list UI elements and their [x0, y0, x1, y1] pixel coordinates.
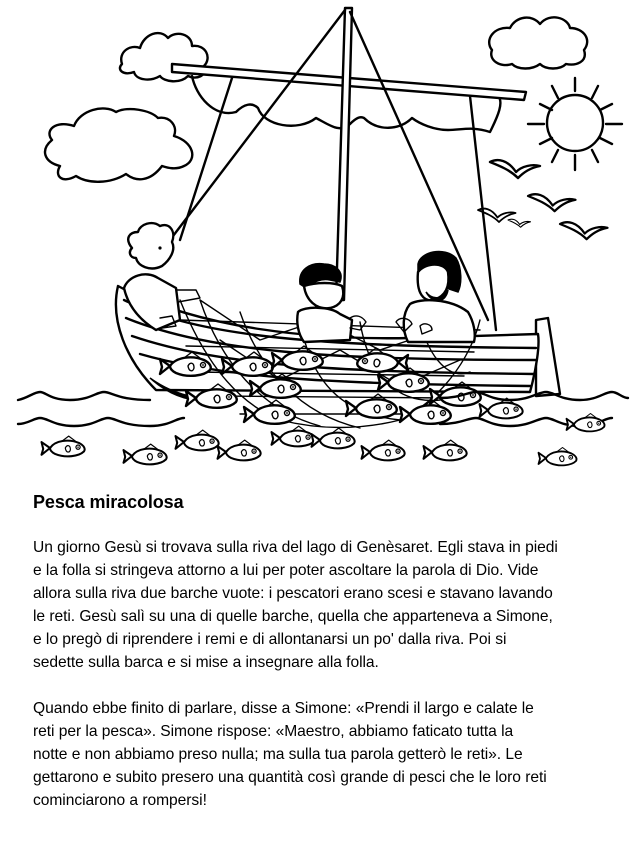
text-line: cominciarono a rompersi!	[33, 792, 207, 809]
story-paragraph-1	[33, 536, 633, 674]
text-line: sedette sulla barca e si mise a insegnare alla folla.	[33, 654, 379, 671]
sun-icon	[528, 78, 622, 170]
seagull-icon	[560, 222, 608, 239]
fish-icon	[312, 428, 355, 448]
fish-icon	[42, 436, 85, 456]
story-paragraph-2	[33, 697, 633, 812]
fish-icon	[218, 440, 261, 460]
text-line: Un giorno Gesù si trovava sulla riva del lago di Genèsaret. Egli stava in piedi	[33, 539, 558, 556]
text-line: e lo pregò di riprendere i remi e di allontanarsi un po' dalla riva. Poi si	[33, 631, 507, 648]
fish-icon	[480, 398, 523, 418]
fish-icon	[176, 430, 219, 450]
story-title: Pesca miracolosa	[33, 492, 184, 512]
text-line: notte e non abbiamo preso nulla; ma sulla tua parola getterò le reti». Le	[33, 746, 523, 763]
text-line: reti per la pesca». Simone rispose: «Maestro, abbiamo faticato tutta la	[33, 723, 514, 740]
fish-icon	[424, 440, 467, 460]
cloud-icon	[45, 108, 192, 181]
text-line: gettarono e subito presero una quantità così grande di pesci che le loro reti	[33, 769, 547, 786]
fish-icon	[362, 440, 405, 460]
text-line: e la folla si stringeva attorno a lui per poter ascoltare la parola di Dio. Vide	[33, 562, 539, 579]
cloud-icon	[489, 17, 587, 68]
seagull-icon	[528, 194, 576, 211]
fish-icon	[567, 414, 605, 432]
text-line: allora sulla riva due barche vuote: i pescatori erano scesi e stavano lavando	[33, 585, 553, 602]
seagull-icon	[490, 160, 540, 178]
story-section	[33, 490, 633, 835]
young-fisherman-figure	[297, 264, 366, 342]
fish-icon	[124, 444, 167, 464]
text-line: Quando ebbe finito di parlare, disse a Simone: «Prendi il largo e calate le	[33, 700, 534, 717]
text-line: le reti. Gesù salì su una di quelle barche, quella che apparteneva a Simone,	[33, 608, 553, 625]
fish-icon	[272, 426, 315, 446]
seagull-icon	[508, 219, 531, 227]
fish-icon	[539, 448, 577, 466]
